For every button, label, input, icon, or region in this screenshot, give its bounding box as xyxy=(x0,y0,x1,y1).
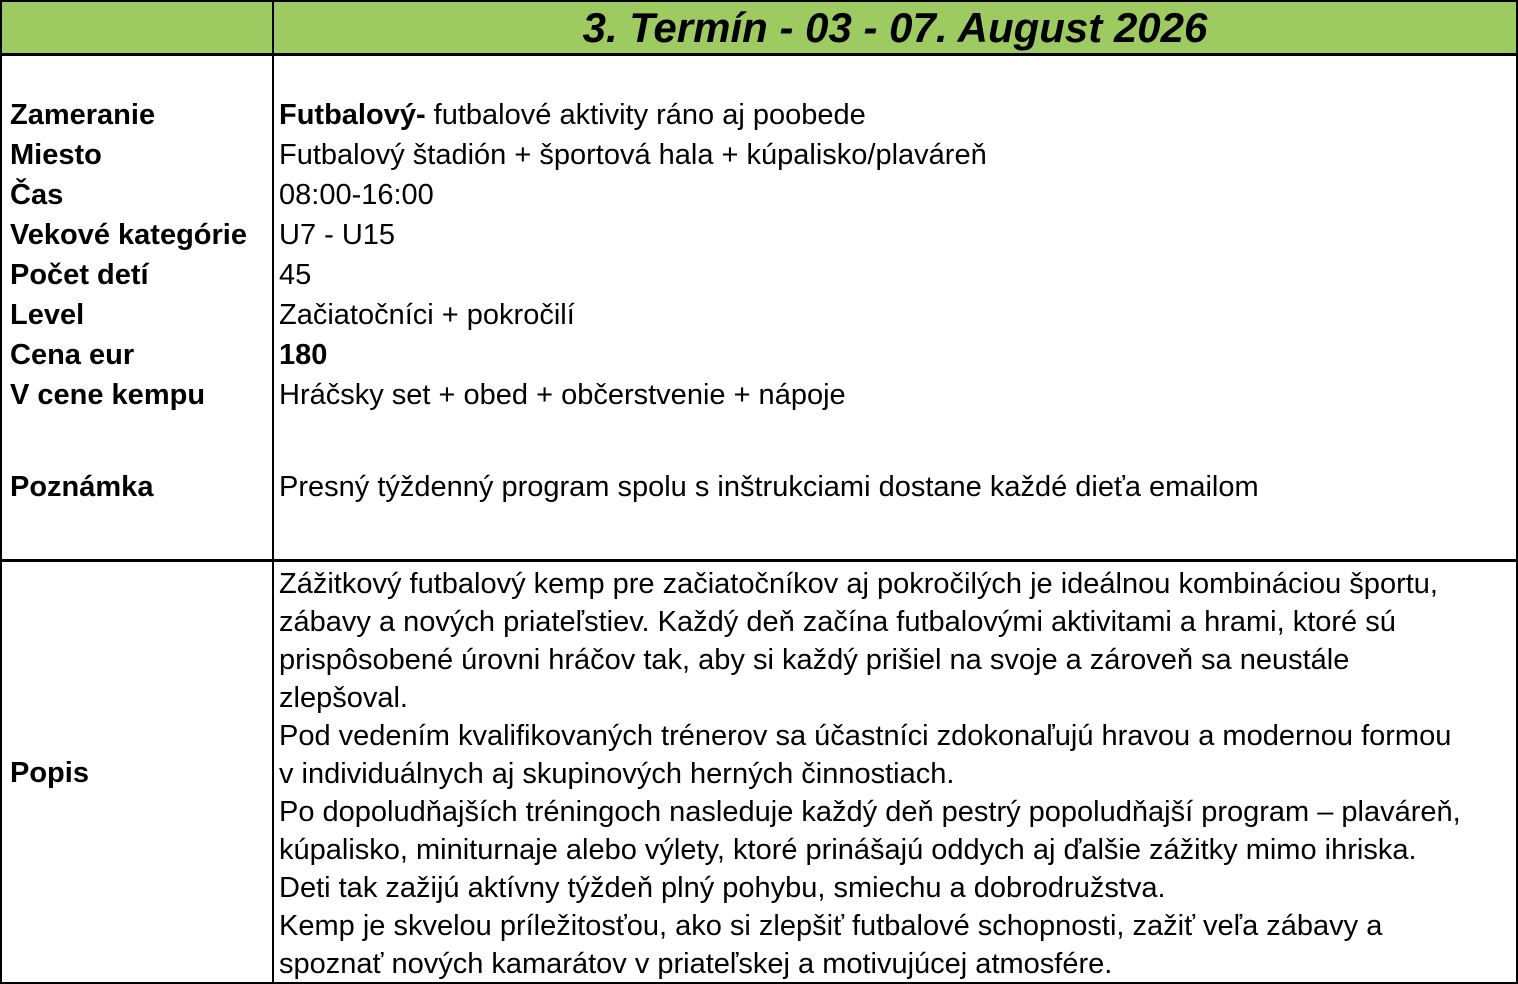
field-label-vekove-kategorie: Vekové kategórie xyxy=(10,219,247,251)
field-label-miesto: Miesto xyxy=(10,139,102,171)
camp-description-section xyxy=(2,559,1516,983)
field-label-pocet-deti: Počet detí xyxy=(10,259,149,291)
field-value-cena-eur: 180 xyxy=(279,339,328,371)
field-value-v-cene-kempu: Hráčsky set + obed + občerstvenie + nápoje xyxy=(279,379,846,411)
field-label-level: Level xyxy=(10,299,85,331)
field-value-level: Začiatočníci + pokročilí xyxy=(279,299,575,331)
term-header-row xyxy=(2,2,1516,53)
field-label-cas: Čas xyxy=(10,179,64,211)
value-regular-part: futbalové aktivity ráno aj poobede xyxy=(425,99,866,131)
info-labels-column xyxy=(2,56,272,559)
description-line: zlepšoval. xyxy=(279,682,408,714)
camp-info-section xyxy=(2,53,1516,559)
term-title: 3. Termín - 03 - 07. August 2026 xyxy=(582,3,1208,51)
field-value-poznamka: Presný týždenný program spolu s inštrukciami dostane každé dieťa emailom xyxy=(279,471,1259,503)
field-value-vekove-kategorie: U7 - U15 xyxy=(279,219,396,251)
info-values-column xyxy=(272,56,1516,559)
term-header-empty-cell xyxy=(2,2,272,53)
field-value-cas: 08:00-16:00 xyxy=(279,179,434,211)
description-line: spoznať nových kamarátov v priateľskej a motivujúcej atmosfére. xyxy=(279,948,1113,980)
field-value-miesto: Futbalový štadión + športová hala + kúpalisko/plaváreň xyxy=(279,139,987,171)
term-header-title-cell xyxy=(272,2,1516,53)
field-label-v-cene-kempu: V cene kempu xyxy=(10,379,206,411)
field-label-poznamka: Poznámka xyxy=(10,471,154,503)
description-line: kúpalisko, miniturnaje alebo výlety, ktoré prinášajú oddych aj ďalšie zážitky mimo ihriska. xyxy=(279,834,1417,866)
field-label-popis: Popis xyxy=(10,756,89,789)
description-line: Pod vedením kvalifikovaných trénerov sa účastníci zdokonaľujú hravou a modernou formou xyxy=(279,720,1452,752)
description-line: zábavy a nových priateľstiev. Každý deň začína futbalovými aktivitami a hrami, ktoré sú xyxy=(279,606,1396,638)
description-line: Deti tak zažijú aktívny týždeň plný pohybu, smiechu a dobrodružstva. xyxy=(279,872,1166,904)
description-line: Po dopoludňajších tréningoch nasleduje každý deň pestrý popoludňajší program – plaváreň, xyxy=(279,796,1461,828)
description-text-cell xyxy=(272,562,1516,983)
description-line: Kemp je skvelou príležitosťou, ako si zlepšiť futbalové schopnosti, zažiť veľa zábavy a xyxy=(279,910,1383,942)
description-line: prispôsobené úrovni hráčov tak, aby si každý prišiel na svoje a zároveň sa neustále xyxy=(279,644,1350,676)
description-line: Zážitkový futbalový kemp pre začiatočníkov aj pokročilých je ideálnou kombináciou športu, xyxy=(279,568,1438,600)
value-bold-part: Futbalový- xyxy=(279,99,426,131)
description-line: v individuálnych aj skupinových herných činnostiach. xyxy=(279,758,955,790)
field-value-zameranie xyxy=(279,95,1512,135)
field-label-cena-eur: Cena eur xyxy=(10,339,135,371)
field-label-zameranie: Zameranie xyxy=(10,99,156,131)
field-value-pocet-deti: 45 xyxy=(279,259,312,291)
